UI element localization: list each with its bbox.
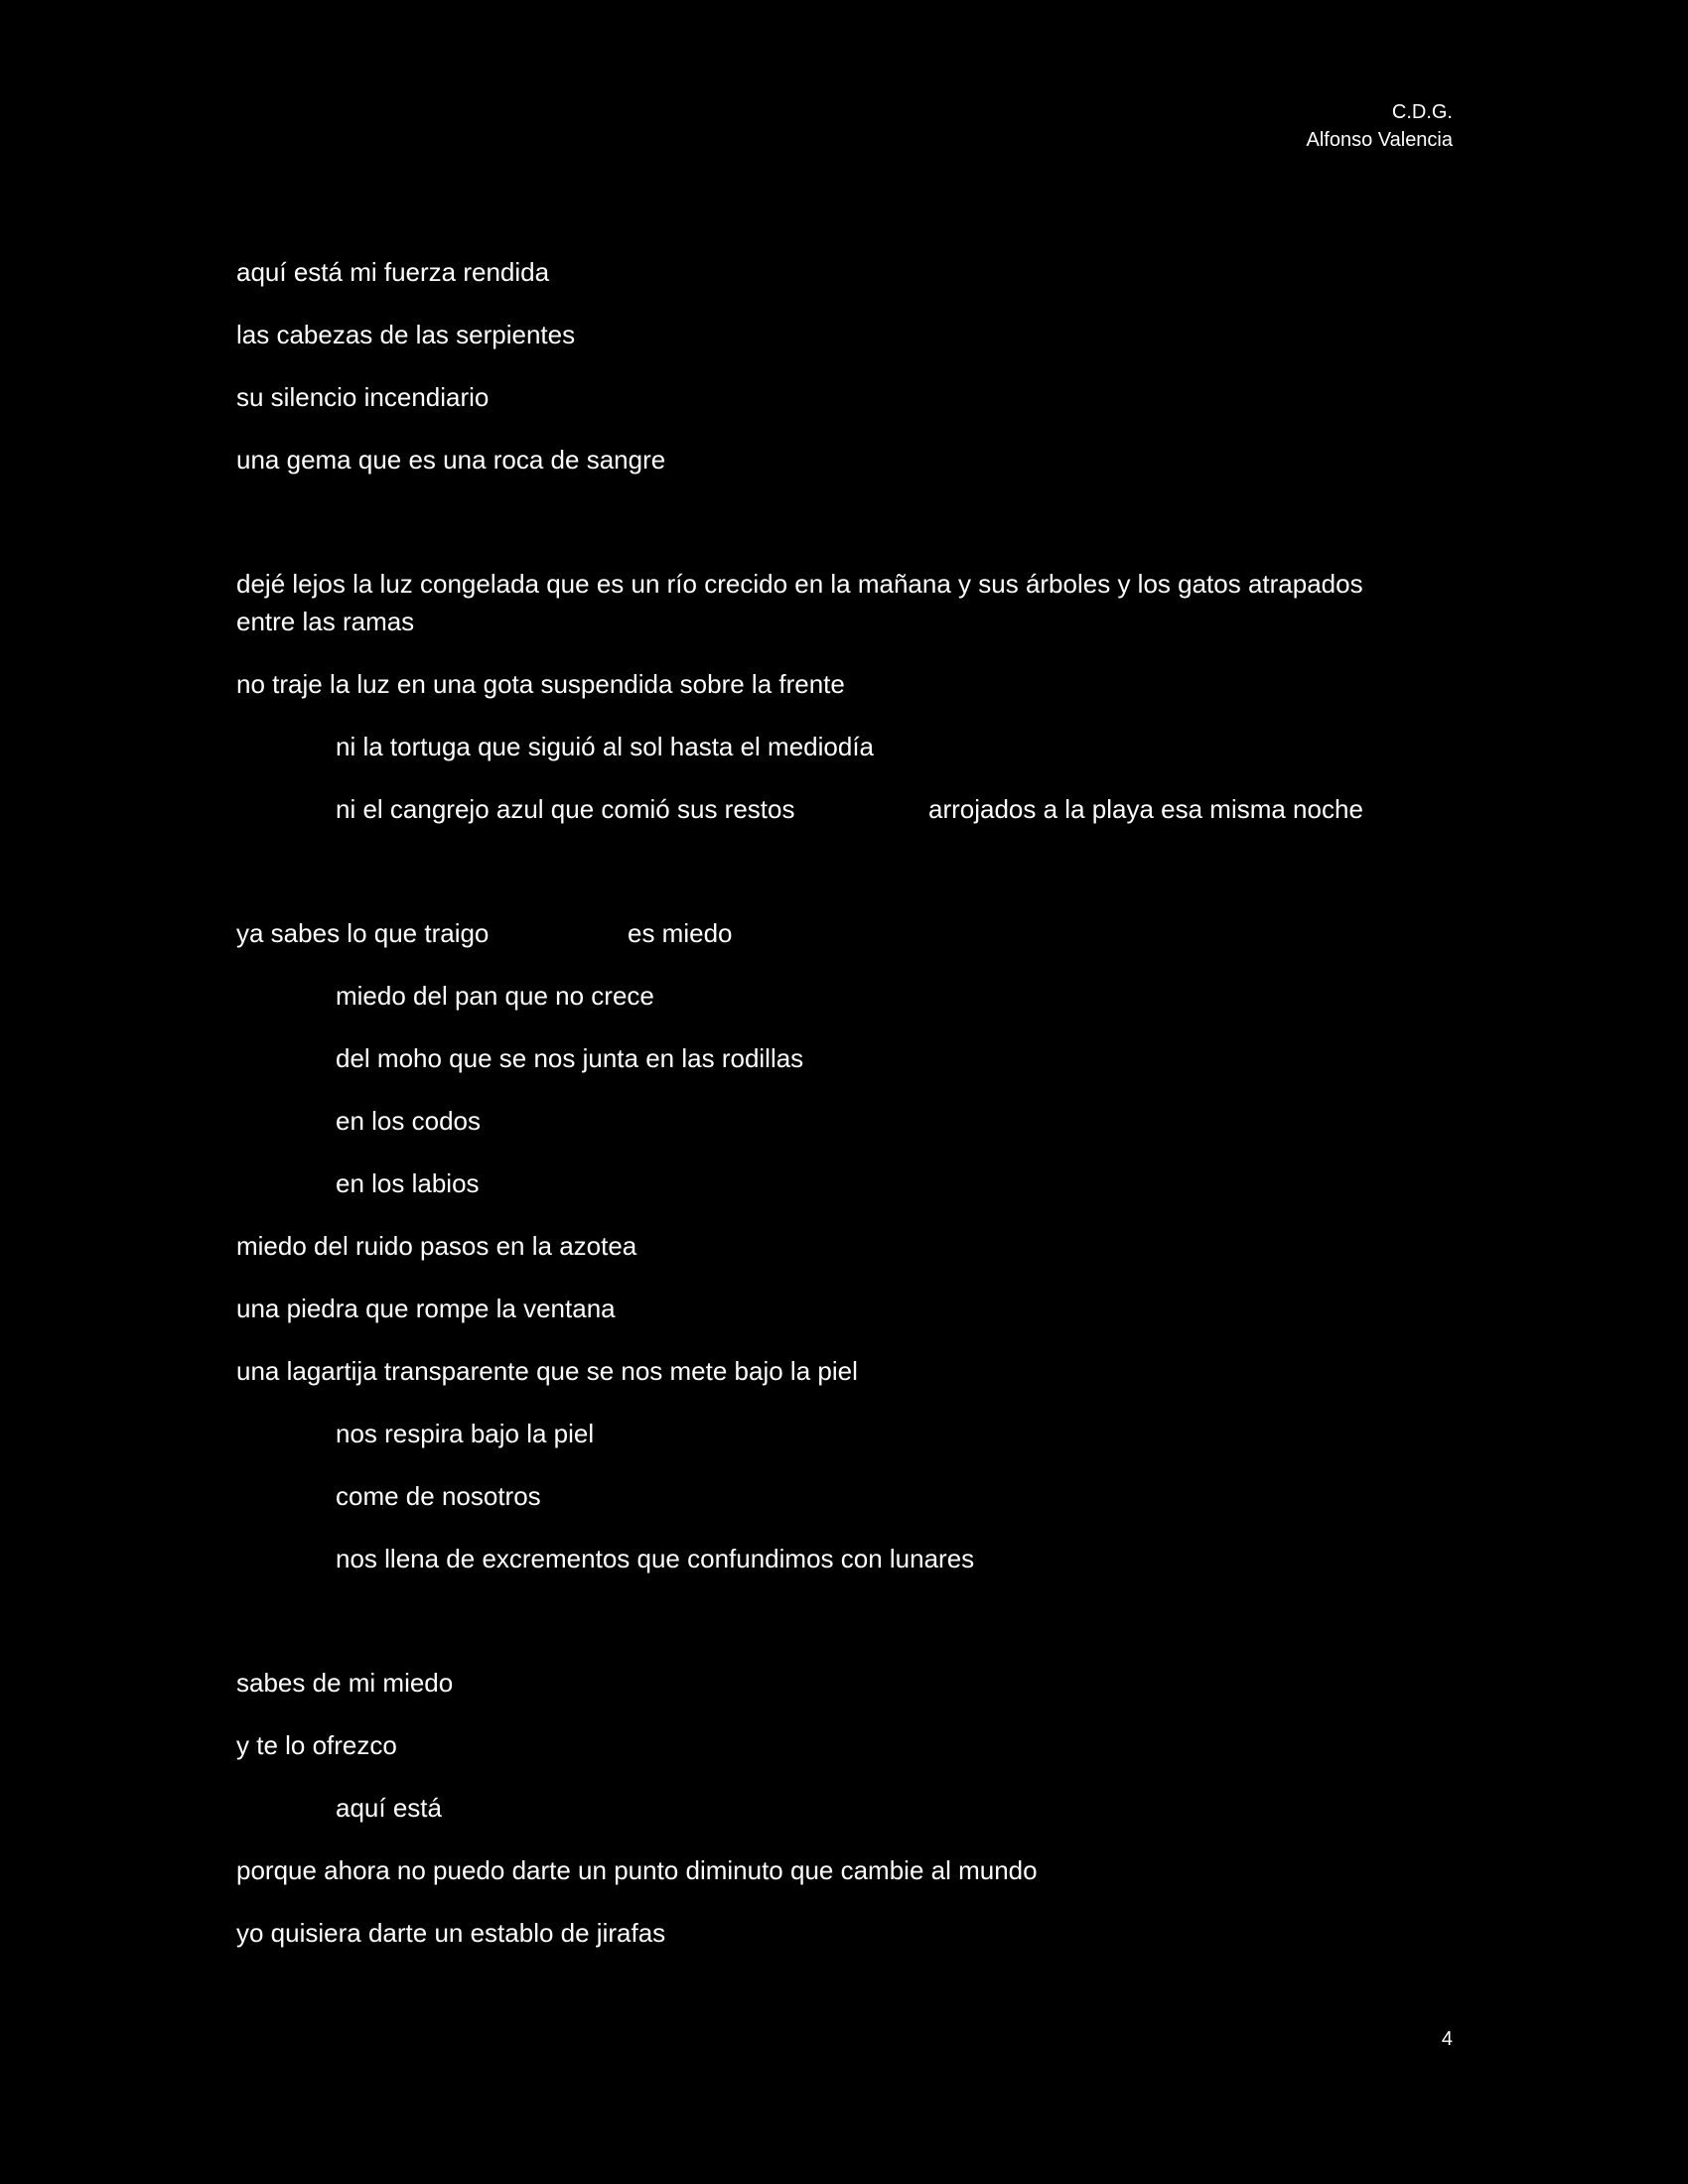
poem-line-text: una lagartija transparente que se nos mete bajo la piel xyxy=(236,1356,858,1386)
poem-line-text: en los labios xyxy=(336,1168,480,1198)
poem-line xyxy=(236,1540,1688,1577)
poem-line-text: aquí está xyxy=(336,1793,442,1823)
poem-line xyxy=(236,1789,1688,1827)
poem-line-text: ni la tortuga que siguió al sol hasta el mediodía xyxy=(336,732,875,761)
poem-line-text: yo quisiera darte un establo de jirafas xyxy=(236,1918,666,1948)
poem-line xyxy=(236,977,1688,1015)
poem-line xyxy=(236,1102,1688,1140)
poem-line-tab-text: arrojados a la playa esa misma noche xyxy=(928,794,1363,824)
poem-line-text: sabes de mi miedo xyxy=(236,1668,454,1698)
poem-line-text: ni el cangrejo azul que comió sus restos xyxy=(336,794,795,824)
poem-line-text: nos respira bajo la piel xyxy=(336,1419,595,1448)
poem-line xyxy=(236,914,1688,952)
poem-line xyxy=(236,1851,1688,1889)
poem-line xyxy=(236,565,1688,603)
poem-line-text: miedo del ruido pasos en la azotea xyxy=(236,1231,637,1261)
header-author: Alfonso Valencia xyxy=(1306,129,1453,151)
poem-line xyxy=(236,1039,1688,1077)
header-initials: C.D.G. xyxy=(1391,101,1453,123)
poem-line xyxy=(236,378,1688,416)
poem-line-text: su silencio incendiario xyxy=(236,382,490,412)
poem-line xyxy=(236,316,1688,353)
poem-line-text: entre las ramas xyxy=(236,607,415,636)
poem-line xyxy=(236,1477,1688,1515)
poem-line xyxy=(236,1290,1688,1327)
poem-line-text: ya sabes lo que traigo xyxy=(236,918,490,948)
poem-line-text: del moho que se nos junta en las rodillas xyxy=(336,1043,804,1073)
poem-line-text: en los codos xyxy=(336,1106,481,1136)
poem-line-text: come de nosotros xyxy=(336,1481,541,1511)
poem-line-text: porque ahora no puedo darte un punto diminuto que cambie al mundo xyxy=(236,1855,1038,1885)
page-header xyxy=(1307,98,1454,154)
poem-line xyxy=(236,790,1688,828)
poem-line-text: dejé lejos la luz congelada que es un río crecido en la mañana y sus árboles y los gatos atrapados xyxy=(236,569,1363,599)
poem-line-text: una piedra que rompe la ventana xyxy=(236,1294,616,1323)
poem-line xyxy=(236,441,1688,478)
poem-line-text: miedo del pan que no crece xyxy=(336,981,654,1011)
poem-line-text: una gema que es una roca de sangre xyxy=(236,445,666,475)
poem-line xyxy=(236,1415,1688,1452)
poem-line xyxy=(236,603,1688,640)
poem-line xyxy=(236,728,1688,765)
poem-line xyxy=(236,1726,1688,1764)
poem-line xyxy=(236,1664,1688,1702)
poem-body xyxy=(236,253,1688,1952)
poem-line xyxy=(236,1352,1688,1390)
page-number: 4 xyxy=(1441,2028,1453,2050)
poem-line xyxy=(236,1164,1688,1202)
poem-line-text: las cabezas de las serpientes xyxy=(236,320,576,349)
poem-line-text: aquí está mi fuerza rendida xyxy=(236,257,550,287)
poem-line-text: nos llena de excrementos que confundimos con lunares xyxy=(336,1544,975,1573)
poem-line-tab-text: es miedo xyxy=(628,918,733,948)
poem-line xyxy=(236,1227,1688,1265)
poem-line xyxy=(236,253,1688,291)
poem-line-text: no traje la luz en una gota suspendida sobre la frente xyxy=(236,669,845,699)
poem-line xyxy=(236,1914,1688,1952)
poem-line xyxy=(236,665,1688,703)
poem-line-text: y te lo ofrezco xyxy=(236,1730,397,1760)
